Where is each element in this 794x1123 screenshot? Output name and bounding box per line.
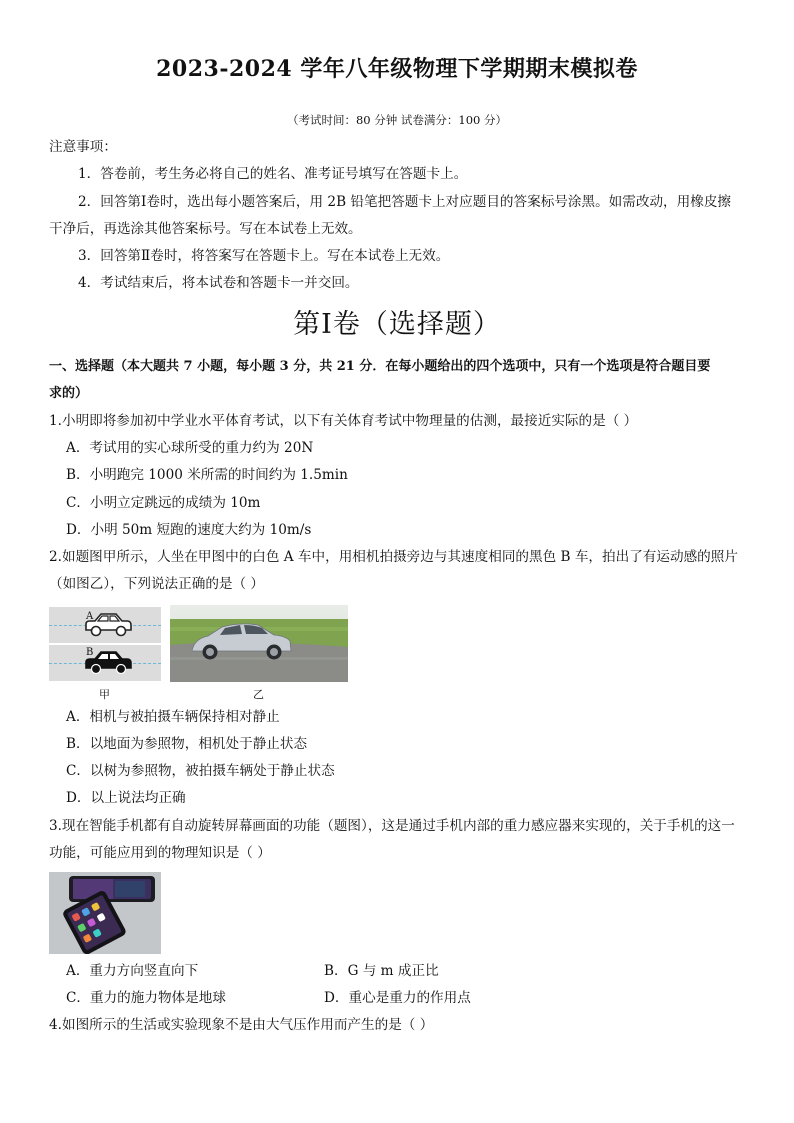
figure-caption-yi: 乙 [253, 688, 264, 701]
figure-phone-photo [49, 872, 161, 954]
question-2-option-c: C．以树为参照物，被拍摄车辆处于静止状态 [66, 763, 335, 779]
figure-yi-photo [170, 605, 348, 682]
section-title: 第Ⅰ卷（选择题） [293, 309, 501, 340]
notice-item-4: 4．考试结束后，将本试卷和答题卡一并交回。 [78, 275, 359, 291]
figure-label-a: A [86, 611, 94, 622]
notice-item-2: 2．回答第Ⅰ卷时，选出每小题答案后，用 2B 铅笔把答题卡上对应题目的答案标号涂黑。如需改动，用橡皮擦 [78, 194, 732, 210]
question-3-option-b: B．G 与 m 成正比 [324, 963, 439, 979]
figure-label-b: B [86, 647, 94, 658]
exam-time-info: （考试时间：80 分钟 试卷满分：100 分） [286, 113, 508, 127]
question-3-stem: 3.现在智能手机都有自动旋转屏幕画面的功能（题图），这是通过手机内部的重力感应器来实现的，关于手机的这一 [49, 818, 735, 834]
question-4-stem: 4.如图所示的生活或实验现象不是由大气压作用而产生的是（ ） [49, 1017, 434, 1033]
figure-jia-lanes [49, 605, 161, 681]
question-2-stem: 2.如题图甲所示，人坐在甲图中的白色 A 车中，用相机拍摄旁边与其速度相同的黑色 B 车，拍出了有运动感的照片 [49, 549, 738, 565]
question-1-stem: 1.小明即将参加初中学业水平体育考试，以下有关体育考试中物理量的估测，最接近实际的是（ ） [49, 413, 638, 429]
question-1-option-d: D．小明 50m 短跑的速度大约为 10m/s [66, 522, 312, 538]
question-2-option-d: D．以上说法均正确 [66, 790, 186, 806]
question-3-option-c: C．重力的施力物体是地球 [66, 990, 226, 1006]
question-2-stem-cont: （如图乙），下列说法正确的是（ ） [49, 576, 265, 592]
notice-heading: 注意事项： [49, 139, 117, 155]
figure-caption-jia: 甲 [99, 688, 110, 701]
notice-item-3: 3．回答第Ⅱ卷时，将答案写在答题卡上。写在本试卷上无效。 [78, 248, 450, 264]
exam-title: 2023-2024 学年八年级物理下学期期末模拟卷 [156, 56, 638, 82]
question-1-option-a: A．考试用的实心球所受的重力约为 20N [66, 440, 314, 456]
question-2-option-a: A．相机与被拍摄车辆保持相对静止 [66, 709, 280, 725]
question-3-stem-cont: 功能，可能应用到的物理知识是（ ） [49, 845, 271, 861]
question-1-option-b: B．小明跑完 1000 米所需的时间约为 1.5min [66, 467, 348, 483]
part-one-heading-cont: 求的） [49, 386, 89, 401]
question-2-option-b: B．以地面为参照物，相机处于静止状态 [66, 736, 308, 752]
notice-item-1: 1．答卷前，考生务必将自己的姓名、准考证号填写在答题卡上。 [78, 166, 468, 182]
question-3-option-d: D．重心是重力的作用点 [324, 990, 471, 1006]
question-3-option-a: A．重力方向竖直向下 [66, 963, 199, 979]
question-1-option-c: C．小明立定跳远的成绩为 10m [66, 495, 261, 511]
part-one-heading: 一、选择题（本大题共 7 小题，每小题 3 分，共 21 分．在每小题给出的四个选项中，只有一个选项是符合题目要 [49, 359, 711, 374]
notice-item-2-cont: 干净后，再选涂其他答案标号。写在本试卷上无效。 [49, 221, 362, 237]
